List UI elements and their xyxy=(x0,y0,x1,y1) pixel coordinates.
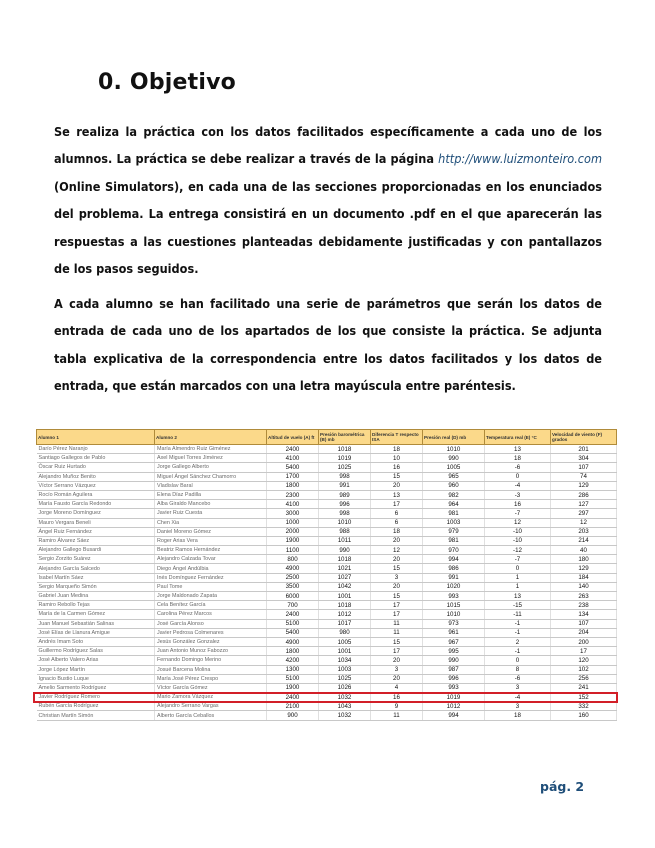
value-cell: 160 xyxy=(551,711,617,720)
value-cell: 1 xyxy=(485,582,551,591)
value-cell: 8 xyxy=(485,665,551,674)
value-cell: 4200 xyxy=(267,656,319,665)
value-cell: 214 xyxy=(551,536,617,545)
value-cell: 332 xyxy=(551,702,617,711)
column-header: Diferencia T respecto ISA xyxy=(371,430,423,445)
value-cell: 964 xyxy=(423,500,485,509)
student-name-cell: Mario Zamora Vázquez xyxy=(155,693,267,702)
student-name-cell: Jesús González Gonzalez xyxy=(155,637,267,646)
table-row xyxy=(37,481,617,490)
student-name-cell: Amelio Sarmento Rodríguez xyxy=(37,683,155,692)
value-cell: 20 xyxy=(371,536,423,545)
student-name-cell: Jorge Moreno Domínguez xyxy=(37,509,155,518)
table-row xyxy=(37,665,617,674)
value-cell: 1042 xyxy=(319,582,371,591)
value-cell: 973 xyxy=(423,619,485,628)
value-cell: 1900 xyxy=(267,683,319,692)
table-row xyxy=(37,619,617,628)
value-cell: 1018 xyxy=(319,555,371,564)
value-cell: -15 xyxy=(485,601,551,610)
value-cell: 998 xyxy=(319,472,371,481)
student-name-cell: Beatriz Ramos Hernández xyxy=(155,546,267,555)
student-data-table xyxy=(36,429,617,721)
value-cell: -4 xyxy=(485,481,551,490)
value-cell: 1019 xyxy=(319,454,371,463)
student-name-cell: Rubén García Rodríguez xyxy=(37,702,155,711)
table-row xyxy=(37,546,617,555)
value-cell: 1043 xyxy=(319,702,371,711)
value-cell: 996 xyxy=(423,674,485,683)
value-cell: 1700 xyxy=(267,472,319,481)
value-cell: 0 xyxy=(485,472,551,481)
table-row xyxy=(37,702,617,711)
value-cell: 1100 xyxy=(267,546,319,555)
student-name-cell: Josué Barcena Molina xyxy=(155,665,267,674)
value-cell: -7 xyxy=(485,555,551,564)
student-name-cell: Ramiro Rebollo Tejas xyxy=(37,601,155,610)
value-cell: 127 xyxy=(551,500,617,509)
value-cell: 5100 xyxy=(267,619,319,628)
value-cell: 5400 xyxy=(267,463,319,472)
value-cell: 184 xyxy=(551,573,617,582)
value-cell: 204 xyxy=(551,628,617,637)
table-row xyxy=(37,637,617,646)
student-name-cell: Diego Ángel Andúlbia xyxy=(155,564,267,573)
intro-text-before-link: Se realiza la práctica con los datos facilitados específicamente a cada uno de los alumnos. La práctica se debe realizar a través de la página xyxy=(54,124,602,167)
student-name-cell: Inés Domínguez Fernández xyxy=(155,573,267,582)
value-cell: 0 xyxy=(485,656,551,665)
value-cell: -1 xyxy=(485,619,551,628)
value-cell: 18 xyxy=(371,527,423,536)
column-header: Presión real (D) mb xyxy=(423,430,485,445)
value-cell: 998 xyxy=(319,509,371,518)
student-name-cell: Andrés Imam Soto xyxy=(37,637,155,646)
student-name-cell: Alba Giraldo Mancebo xyxy=(155,500,267,509)
value-cell: 102 xyxy=(551,665,617,674)
value-cell: 1017 xyxy=(319,619,371,628)
student-name-cell: Christian Martín Simón xyxy=(37,711,155,720)
value-cell: 5100 xyxy=(267,674,319,683)
value-cell: -1 xyxy=(485,628,551,637)
value-cell: 960 xyxy=(423,481,485,490)
table-row xyxy=(37,536,617,545)
student-name-cell: Óscar Ruiz Hurtado xyxy=(37,463,155,472)
value-cell: 3500 xyxy=(267,582,319,591)
table-row xyxy=(37,711,617,720)
value-cell: 1 xyxy=(485,573,551,582)
student-name-cell: Juan Manuel Sebastián Salinas xyxy=(37,619,155,628)
value-cell: 2100 xyxy=(267,702,319,711)
value-cell: 994 xyxy=(423,555,485,564)
student-name-cell: Alberto García Ceballos xyxy=(155,711,267,720)
table-row xyxy=(37,500,617,509)
value-cell: 990 xyxy=(319,546,371,555)
student-name-cell: Mauro Vergara Beneli xyxy=(37,518,155,527)
value-cell: 16 xyxy=(371,693,423,702)
column-header: Temperatura real (E) °C xyxy=(485,430,551,445)
value-cell: 3 xyxy=(485,702,551,711)
value-cell: 263 xyxy=(551,592,617,601)
value-cell: 987 xyxy=(423,665,485,674)
student-name-cell: Jorge Maldonado Zapata xyxy=(155,592,267,601)
value-cell: 15 xyxy=(371,472,423,481)
value-cell: 13 xyxy=(485,445,551,454)
value-cell: 286 xyxy=(551,490,617,499)
value-cell: 900 xyxy=(267,711,319,720)
value-cell: -1 xyxy=(485,647,551,656)
value-cell: 238 xyxy=(551,601,617,610)
value-cell: 995 xyxy=(423,647,485,656)
student-name-cell: Ángel Ruiz Fernández xyxy=(37,527,155,536)
student-name-cell: Cela Benítez García xyxy=(155,601,267,610)
value-cell: 11 xyxy=(371,628,423,637)
value-cell: 15 xyxy=(371,564,423,573)
student-name-cell: Ramiro Álvarez Sáez xyxy=(37,536,155,545)
value-cell: 20 xyxy=(371,674,423,683)
selected-row-highlight xyxy=(33,692,618,703)
student-name-cell: Javier Rodríguez Romero xyxy=(37,693,155,702)
student-name-cell: Santiago Gallegos de Pablo xyxy=(37,454,155,463)
value-cell: 1018 xyxy=(319,601,371,610)
student-name-cell: María Almendro Ruiz Giménez xyxy=(155,445,267,454)
value-cell: 134 xyxy=(551,610,617,619)
student-name-cell: Roger Arias Vera xyxy=(155,536,267,545)
value-cell: 993 xyxy=(423,683,485,692)
value-cell: 4100 xyxy=(267,454,319,463)
value-cell: 297 xyxy=(551,509,617,518)
value-cell: 17 xyxy=(371,610,423,619)
table-row xyxy=(37,628,617,637)
table-row xyxy=(37,674,617,683)
value-cell: 3 xyxy=(371,573,423,582)
table-row xyxy=(37,518,617,527)
value-cell: -10 xyxy=(485,527,551,536)
student-name-cell: José Alberto Valero Arias xyxy=(37,656,155,665)
value-cell: 1027 xyxy=(319,573,371,582)
student-name-cell: Sergio Zorzito Suárez xyxy=(37,555,155,564)
value-cell: 17 xyxy=(551,647,617,656)
value-cell: 12 xyxy=(485,518,551,527)
simulator-link[interactable]: http://www.luizmonteiro.com xyxy=(438,151,602,167)
value-cell: 16 xyxy=(485,500,551,509)
value-cell: 2400 xyxy=(267,610,319,619)
table-row xyxy=(37,573,617,582)
value-cell: 20 xyxy=(371,555,423,564)
value-cell: 965 xyxy=(423,472,485,481)
page-number: pág. 2 xyxy=(540,779,585,794)
value-cell: 1015 xyxy=(423,601,485,610)
value-cell: 0 xyxy=(485,564,551,573)
value-cell: 1010 xyxy=(423,445,485,454)
value-cell: 129 xyxy=(551,481,617,490)
student-name-cell: Jorge López Martín xyxy=(37,665,155,674)
value-cell: 2400 xyxy=(267,693,319,702)
value-cell: 12 xyxy=(551,518,617,527)
value-cell: 1026 xyxy=(319,683,371,692)
value-cell: -10 xyxy=(485,536,551,545)
value-cell: 1034 xyxy=(319,656,371,665)
value-cell: 1800 xyxy=(267,481,319,490)
value-cell: 990 xyxy=(423,454,485,463)
value-cell: -4 xyxy=(485,693,551,702)
value-cell: 9 xyxy=(371,702,423,711)
intro-paragraph xyxy=(54,118,602,282)
table-row xyxy=(37,592,617,601)
student-name-cell: Víctor García Gómez xyxy=(155,683,267,692)
value-cell: 1032 xyxy=(319,693,371,702)
value-cell: -6 xyxy=(485,463,551,472)
value-cell: 11 xyxy=(371,619,423,628)
table-row xyxy=(37,656,617,665)
value-cell: 993 xyxy=(423,592,485,601)
value-cell: -6 xyxy=(485,674,551,683)
value-cell: 18 xyxy=(371,445,423,454)
value-cell: -3 xyxy=(485,490,551,499)
value-cell: 986 xyxy=(423,564,485,573)
value-cell: 1003 xyxy=(319,665,371,674)
student-name-cell: Guillermo Rodríguez Salas xyxy=(37,647,155,656)
value-cell: 5400 xyxy=(267,628,319,637)
student-name-cell: Rocío Román Aguilera xyxy=(37,490,155,499)
value-cell: 989 xyxy=(319,490,371,499)
table-row xyxy=(37,564,617,573)
student-name-cell: Chen Xia xyxy=(155,518,267,527)
value-cell: 13 xyxy=(485,592,551,601)
value-cell: 2500 xyxy=(267,573,319,582)
value-cell: 1025 xyxy=(319,674,371,683)
value-cell: 991 xyxy=(319,481,371,490)
value-cell: 970 xyxy=(423,546,485,555)
student-data-table-wrapper xyxy=(36,429,616,721)
value-cell: 1025 xyxy=(319,463,371,472)
column-header: Altitud de vuelo (A) ft xyxy=(267,430,319,445)
student-name-cell: Víctor Serrano Vázquez xyxy=(37,481,155,490)
value-cell: 6000 xyxy=(267,592,319,601)
value-cell: 241 xyxy=(551,683,617,692)
value-cell: 304 xyxy=(551,454,617,463)
student-name-cell: Carolina Pérez Marcos xyxy=(155,610,267,619)
student-name-cell: María José Pérez Crespo xyxy=(155,674,267,683)
value-cell: 129 xyxy=(551,564,617,573)
table-row xyxy=(37,490,617,499)
value-cell: 981 xyxy=(423,536,485,545)
value-cell: 256 xyxy=(551,674,617,683)
value-cell: 967 xyxy=(423,637,485,646)
value-cell: 15 xyxy=(371,592,423,601)
table-body xyxy=(37,445,617,721)
value-cell: 991 xyxy=(423,573,485,582)
value-cell: 18 xyxy=(485,711,551,720)
value-cell: 152 xyxy=(551,693,617,702)
student-name-cell: Vladislav Baral xyxy=(155,481,267,490)
value-cell: 12 xyxy=(371,546,423,555)
value-cell: 6 xyxy=(371,509,423,518)
value-cell: 1005 xyxy=(423,463,485,472)
value-cell: 1800 xyxy=(267,647,319,656)
value-cell: 10 xyxy=(371,454,423,463)
table-row xyxy=(37,601,617,610)
value-cell: 201 xyxy=(551,445,617,454)
student-name-cell: Daniel Moreno Gómez xyxy=(155,527,267,536)
value-cell: 1001 xyxy=(319,647,371,656)
value-cell: 990 xyxy=(423,656,485,665)
student-name-cell: Javier Pedrosa Colmenares xyxy=(155,628,267,637)
student-name-cell: Isabel Martín Sáez xyxy=(37,573,155,582)
value-cell: 20 xyxy=(371,656,423,665)
table-row xyxy=(37,582,617,591)
value-cell: 15 xyxy=(371,637,423,646)
table-row xyxy=(37,647,617,656)
column-header: Presión barométrica (B) mb xyxy=(319,430,371,445)
table-row xyxy=(37,527,617,536)
student-name-cell: Fernando Domingo Merino xyxy=(155,656,267,665)
value-cell: 17 xyxy=(371,647,423,656)
column-header: Alumno 1 xyxy=(37,430,155,445)
table-row xyxy=(37,610,617,619)
value-cell: 1011 xyxy=(319,536,371,545)
value-cell: 74 xyxy=(551,472,617,481)
value-cell: 1012 xyxy=(319,610,371,619)
value-cell: 1005 xyxy=(319,637,371,646)
value-cell: 979 xyxy=(423,527,485,536)
value-cell: 961 xyxy=(423,628,485,637)
value-cell: 1003 xyxy=(423,518,485,527)
value-cell: 4900 xyxy=(267,637,319,646)
student-name-cell: Alejandro Serrano Vargas xyxy=(155,702,267,711)
table-row xyxy=(37,509,617,518)
student-name-cell: José Elías de Llanura Amigue xyxy=(37,628,155,637)
value-cell: 4 xyxy=(371,683,423,692)
student-name-cell: Elena Díaz Padilla xyxy=(155,490,267,499)
value-cell: 980 xyxy=(319,628,371,637)
value-cell: 16 xyxy=(371,463,423,472)
value-cell: 2300 xyxy=(267,490,319,499)
value-cell: 18 xyxy=(485,454,551,463)
value-cell: 800 xyxy=(267,555,319,564)
value-cell: 1032 xyxy=(319,711,371,720)
value-cell: 1001 xyxy=(319,592,371,601)
student-name-cell: Alejandro Gallego Busardi xyxy=(37,546,155,555)
student-name-cell: Axel Miguel Torres Jiménez xyxy=(155,454,267,463)
student-name-cell: Juan Antonio Munoz Fabozzo xyxy=(155,647,267,656)
value-cell: 200 xyxy=(551,637,617,646)
value-cell: 20 xyxy=(371,481,423,490)
value-cell: 1012 xyxy=(423,702,485,711)
parameters-paragraph: A cada alumno se han facilitado una serie de parámetros que serán los datos de entrada de cada uno de los apartados de los que consiste la práctica. Se adjunta tabla explicativa de la correspondencia entre los datos facilitados y los datos de entrada, que están marcados con una letra mayúscula entre paréntesis. xyxy=(54,296,602,394)
value-cell: 6 xyxy=(371,518,423,527)
table-row xyxy=(37,463,617,472)
value-cell: 1300 xyxy=(267,665,319,674)
student-name-cell: José García Alonso xyxy=(155,619,267,628)
value-cell: 1018 xyxy=(319,445,371,454)
table-row xyxy=(37,472,617,481)
value-cell: 40 xyxy=(551,546,617,555)
value-cell: 1010 xyxy=(423,610,485,619)
value-cell: 17 xyxy=(371,601,423,610)
value-cell: 2000 xyxy=(267,527,319,536)
student-name-cell: Alejandro Calzada Tovar xyxy=(155,555,267,564)
value-cell: 996 xyxy=(319,500,371,509)
value-cell: 700 xyxy=(267,601,319,610)
column-header: Velocidad de viento (F) grados xyxy=(551,430,617,445)
value-cell: 2400 xyxy=(267,445,319,454)
student-name-cell: María Fausto García Redondo xyxy=(37,500,155,509)
table-row xyxy=(37,555,617,564)
value-cell: -11 xyxy=(485,610,551,619)
student-name-cell: Paul Tome xyxy=(155,582,267,591)
value-cell: 3 xyxy=(485,683,551,692)
intro-text-after-link: (Online Simulators), en cada una de las secciones proporcionadas en los enunciados del problema. La entrega consistirá en un documento .pdf en el que aparecerán las respuestas a las cuestiones planteadas debidamente justificadas y con pantallazos de los pasos seguidos. xyxy=(54,178,602,277)
column-header: Alumno 2 xyxy=(155,430,267,445)
student-name-cell: María de la Carmen Gómez xyxy=(37,610,155,619)
value-cell: 4900 xyxy=(267,564,319,573)
value-cell: 1010 xyxy=(319,518,371,527)
value-cell: 1900 xyxy=(267,536,319,545)
value-cell: 981 xyxy=(423,509,485,518)
student-name-cell: Jorge Gallego Alberto xyxy=(155,463,267,472)
value-cell: 17 xyxy=(371,500,423,509)
value-cell: 3000 xyxy=(267,509,319,518)
value-cell: 140 xyxy=(551,582,617,591)
student-name-cell: Darío Pérez Naranjo xyxy=(37,445,155,454)
value-cell: 107 xyxy=(551,463,617,472)
value-cell: 2 xyxy=(485,637,551,646)
value-cell: 120 xyxy=(551,656,617,665)
table-header-row xyxy=(37,430,617,445)
value-cell: 1019 xyxy=(423,693,485,702)
student-name-cell: Miguel Ángel Sánchez Chamorro xyxy=(155,472,267,481)
value-cell: 3 xyxy=(371,665,423,674)
value-cell: 1000 xyxy=(267,518,319,527)
value-cell: 982 xyxy=(423,490,485,499)
value-cell: 20 xyxy=(371,582,423,591)
value-cell: 994 xyxy=(423,711,485,720)
table-row xyxy=(37,445,617,454)
student-name-cell: Alejandro García Salcedo xyxy=(37,564,155,573)
student-name-cell: Alejandro Muñoz Benito xyxy=(37,472,155,481)
student-name-cell: Gabriel Juan Medina xyxy=(37,592,155,601)
value-cell: 4100 xyxy=(267,500,319,509)
value-cell: 1021 xyxy=(319,564,371,573)
student-name-cell: Javier Ruiz Cuesta xyxy=(155,509,267,518)
student-name-cell: Sergio Marqueño Simón xyxy=(37,582,155,591)
value-cell: 1020 xyxy=(423,582,485,591)
value-cell: 180 xyxy=(551,555,617,564)
value-cell: 107 xyxy=(551,619,617,628)
value-cell: 11 xyxy=(371,711,423,720)
value-cell: 13 xyxy=(371,490,423,499)
student-name-cell: Ignacio Bustio Luque xyxy=(37,674,155,683)
value-cell: -12 xyxy=(485,546,551,555)
table-row xyxy=(37,454,617,463)
value-cell: -7 xyxy=(485,509,551,518)
value-cell: 203 xyxy=(551,527,617,536)
section-heading: 0. Objetivo xyxy=(98,70,236,95)
value-cell: 988 xyxy=(319,527,371,536)
